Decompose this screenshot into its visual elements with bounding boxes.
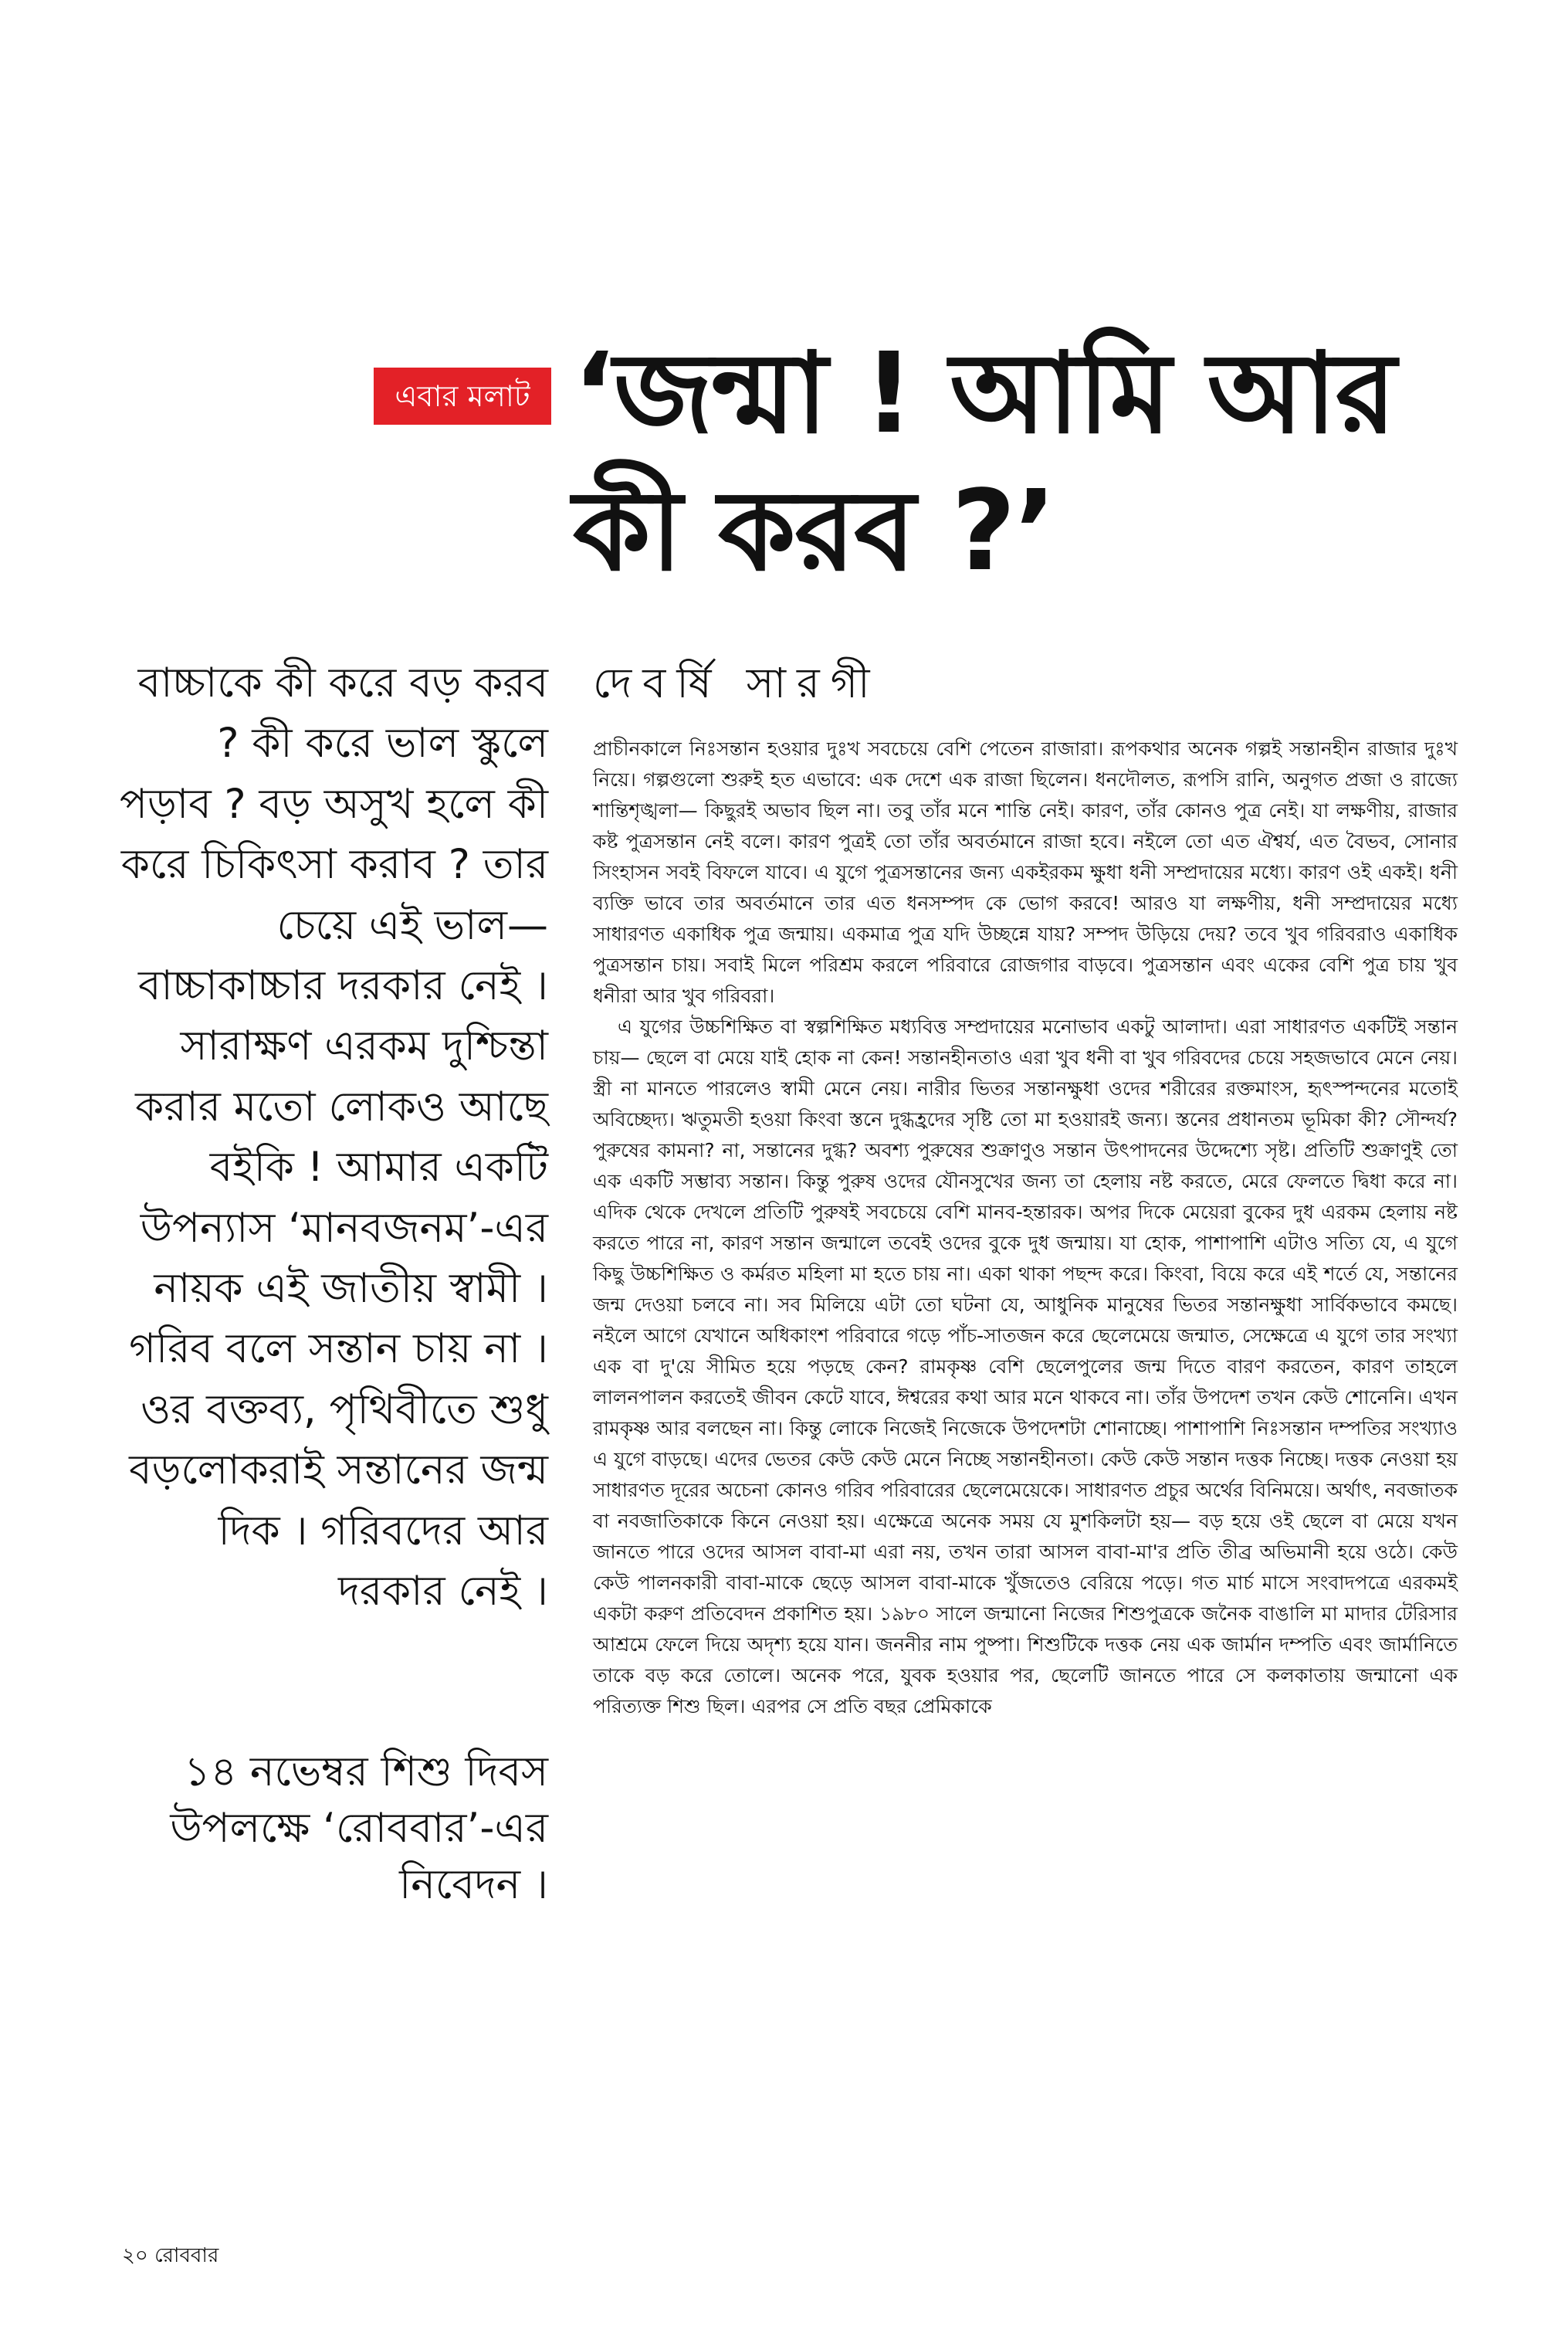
page-folio: ২০ রোববার: [122, 2244, 219, 2267]
article-paragraph: প্রাচীনকালে নিঃসন্তান হওয়ার দুঃখ সবচেয়ে বেশি পেতেন রাজারা। রূপকথার অনেক গল্পই সন্তানহীন রাজার দুঃখ নিয়ে। গল্পগুলো শুরুই হত এভাবে: এক দেশে এক রাজা ছিলেন। ধনদৌলত, রূপসি রানি, অনুগত প্রজা ও রাজ্যে শান্তিশৃঙ্খলা— কিছুরই অভাব ছিল না। তবু তাঁর মনে শান্তি নেই। কারণ, তাঁর কোনও পুত্র নেই। যা লক্ষণীয়, রাজার কষ্ট পুত্রসন্তান নেই বলে। কারণ পুত্রই তো তাঁর অবর্তমানে রাজা হবে। নইলে তো এত ঐশ্বর্য, এত বৈভব, সোনার সিংহাসন সবই বিফলে যাবে। এ যুগে পুত্রসন্তানের জন্য একইরকম ক্ষুধা ধনী সম্প্রদায়ের মধ্যে। কারণ ওই একই। ধনী ব্যক্তি ভাবে তার অবর্তমানে তার এত ধনসম্পদ কে ভোগ করবে! আরও যা লক্ষণীয়, ধনী সম্প্রদায়ের মধ্যে সাধারণত একাধিক পুত্র জন্মায়। একমাত্র পুত্র যদি উচ্ছন্নে যায়? সম্পদ উড়িয়ে দেয়? তবে খুব গরিবরাও একাধিক পুত্রসন্তান চায়। সবাই মিলে পরিশ্রম করলে পরিবারে রোজগার বাড়বে। পুত্রসন্তান এবং একের বেশি পুত্র চায় খুব ধনীরা আর খুব গরিবরা।: [593, 737, 1458, 1007]
article-body: [593, 734, 1458, 1722]
headline: ‘জন্মা ! আমি আর কী করব ?’: [573, 328, 1395, 595]
section-badge: এবার মলাট: [374, 368, 551, 425]
byline: দেবর্ষি সারগী: [593, 659, 881, 707]
pull-quote: বাচ্চাকে কী করে বড় করব ? কী করে ভাল স্কুলে পড়াব ? বড় অসুখ হলে কী করে চিকিৎসা করাব ? তার চেয়ে এই ভাল— বাচ্চাকাচ্চার দরকার নেই । সারাক্ষণ এরকম দুশ্চিন্তা করার মতো লোকও আছে বইকি ! আমার একটি উপন্যাস ‘মানবজনম’-এর নায়ক এই জাতীয় স্বামী । গরিব বলে সন্তান চায় না । ওর বক্তব্য, পৃথিবীতে শুধু বড়লোকরাই সন্তানের জন্ম দিক । গরিবদের আর দরকার নেই ।: [120, 659, 548, 1616]
article-paragraph: এ যুগের উচ্চশিক্ষিত বা স্বল্পশিক্ষিত মধ্যবিত্ত সম্প্রদায়ের মনোভাব একটু আলাদা। এরা সাধারণত একটিই সন্তান চায়— ছেলে বা মেয়ে যাই হোক না কেন! সন্তানহীনতাও এরা খুব ধনী বা খুব গরিবদের চেয়ে সহজভাবে মেনে নেয়। স্ত্রী না মানতে পারলেও স্বামী মেনে নেয়। নারীর ভিতর সন্তানক্ষুধা ওদের শরীরের রক্তমাংস, হৃৎস্পন্দনের মতোই অবিচ্ছেদ্য। ঋতুমতী হওয়া কিংবা স্তনে দুগ্ধহ্রদের সৃষ্টি তো মা হওয়ারই জন্য। স্তনের প্রধানতম ভূমিকা কী? সৌন্দর্য? পুরুষের কামনা? না, সন্তানের দুগ্ধ? অবশ্য পুরুষের শুক্রাণুও সন্তান উৎপাদনের উদ্দেশ্যে সৃষ্ট। প্রতিটি শুক্রাণুই তো এক একটি সম্ভাব্য সন্তান। কিন্তু পুরুষ ওদের যৌনসুখের জন্য তা হেলায় নষ্ট করতে, মেরে ফেলতে দ্বিধা করে না। এদিক থেকে দেখলে প্রতিটি পুরুষই সবচেয়ে বেশি মানব-হন্তারক। অপর দিকে মেয়েরা বুকের দুধ এরকম হেলায় নষ্ট করতে পারে না, কারণ সন্তান জন্মালে তবেই ওদের বুকে দুধ জন্মায়। যা হোক, পাশাপাশি এটাও সত্যি যে, এ যুগে কিছু উচ্চশিক্ষিত ও কর্মরত মহিলা মা হতে চায় না। একা থাকা পছন্দ করে। কিংবা, বিয়ে করে এই শর্তে যে, সন্তানের জন্ম দেওয়া চলবে না। সব মিলিয়ে এটা তো ঘটনা যে, আধুনিক মানুষের ভিতর সন্তানক্ষুধা সার্বিকভাবে কমছে। নইলে আগে যেখানে অধিকাংশ পরিবারে গড়ে পাঁচ-সাতজন করে ছেলেমেয়ে জন্মাত, সেক্ষেত্রে এ যুগে তার সংখ্যা এক বা দু'য়ে সীমিত হয়ে পড়ছে কেন? রামকৃষ্ণ বেশি ছেলেপুলের জন্ম দিতে বারণ করতেন, কারণ তাহলে লালনপালন করতেই জীবন কেটে যাবে, ঈশ্বরের কথা আর মনে থাকবে না। তাঁর উপদেশ তখন কেউ শোনেনি। এখন রামকৃষ্ণ আর বলছেন না। কিন্তু লোকে নিজেই নিজেকে উপদেশটা শোনাচ্ছে। পাশাপাশি নিঃসন্তান দম্পতির সংখ্যাও এ যুগে বাড়ছে। এদের ভেতর কেউ কেউ মেনে নিচ্ছে সন্তানহীনতা। কেউ কেউ সন্তান দত্তক নিচ্ছে। দত্তক নেওয়া হয় সাধারণত দূরের অচেনা কোনও গরিব পরিবারের ছেলেমেয়েকে। সাধারণত প্রচুর অর্থের বিনিময়ে। অর্থাৎ, নবজাতক বা নবজাতিকাকে কিনে নেওয়া হয়। এক্ষেত্রে অনেক সময় যে মুশকিলটা হয়— বড় হয়ে ওই ছেলে বা মেয়ে যখন জানতে পারে ওদের আসল বাবা-মা এরা নয়, তখন তারা আসল বাবা-মা'র প্রতি তীব্র অভিমানী হয়ে ওঠে। কেউ কেউ পালনকারী বাবা-মাকে ছেড়ে আসল বাবা-মাকে খুঁজতেও বেরিয়ে পড়ে। গত মার্চ মাসে সংবাদপত্রে এরকমই একটা করুণ প্রতিবেদন প্রকাশিত হয়। ১৯৮০ সালে জন্মানো নিজের শিশুপুত্রকে জনৈক বাঙালি মা মাদার টেরিসার আশ্রমে ফেলে দিয়ে অদৃশ্য হয়ে যান। জননীর নাম পুষ্পা। শিশুটিকে দত্তক নেয় এক জার্মান দম্পতি এবং জার্মানিতে তাকে বড় করে তোলে। অনেক পরে, যুবক হওয়ার পর, ছেলেটি জানতে পারে সে কলকাতায় জন্মানো এক পরিত্যক্ত শিশু ছিল। এরপর সে প্রতি বছর প্রেমিকাকে: [593, 1016, 1458, 1717]
occasion-note: ১৪ নভেম্বর শিশু দিবস উপলক্ষে ‘রোববার’-এর নিবেদন ।: [170, 1748, 548, 1908]
